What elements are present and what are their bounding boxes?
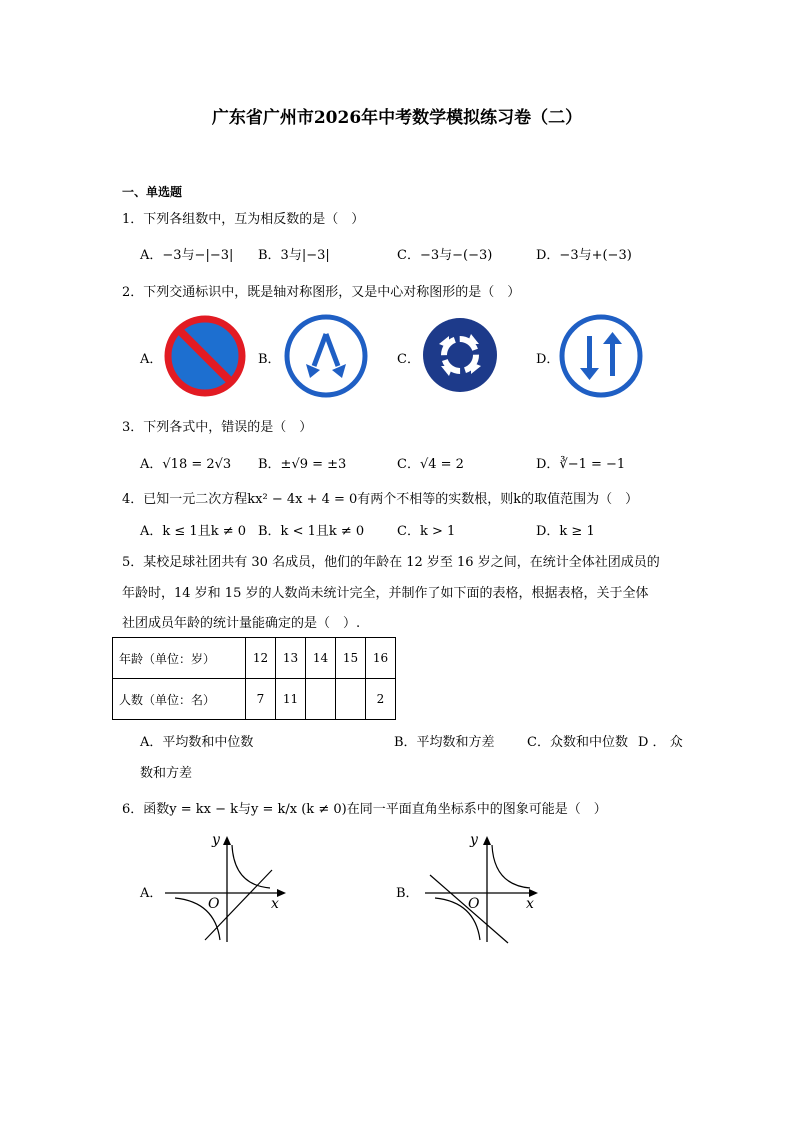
q4-option-c: C．k > 1 — [397, 524, 456, 539]
roundabout-sign-icon — [421, 316, 499, 394]
axis-y-label-a: y — [212, 832, 220, 848]
table-cell: 16 — [366, 638, 396, 679]
age-table — [112, 637, 396, 720]
q6-option-b: B． — [396, 886, 419, 901]
table-cell: 15 — [336, 638, 366, 679]
q5-option-b: B．平均数和方差 — [394, 735, 495, 750]
q2-option-c: C． — [397, 352, 420, 367]
table-cell: 14 — [306, 638, 336, 679]
q5-option-d-continued: 数和方差 — [140, 766, 193, 781]
q5-option-c: C．众数和中位数 — [527, 735, 628, 750]
no-parking-sign-icon — [165, 316, 245, 396]
origin-label-b: O — [468, 896, 480, 912]
axis-x-label-a: x — [271, 896, 279, 912]
graph-b — [420, 830, 550, 945]
q6-option-a: A． — [140, 886, 163, 901]
q5-stem-line-1: 5．某校足球社团共有 30 名成员，他们的年龄在 12 岁至 16 岁之间，在统计全体社团成员的 — [122, 555, 660, 570]
q3-option-d: D．∛−1 = −1 — [536, 457, 626, 472]
q4-option-a: A．k ≤ 1且k ≠ 0 — [140, 524, 246, 539]
table-header-age: 年龄（单位：岁） — [113, 638, 246, 679]
q4-stem: 4．已知一元二次方程kx² − 4x + 4 = 0有两个不相等的实数根，则k的取值范围为（ ） — [122, 492, 639, 507]
q3-option-b: B．±√9 = ±3 — [258, 457, 347, 472]
table-row — [113, 679, 396, 720]
q5-option-a: A．平均数和中位数 — [140, 735, 254, 750]
section-heading: 一、单选题 — [122, 185, 183, 199]
q1-option-d: D．−3与+(−3) — [536, 248, 632, 263]
q1-option-a: A．−3与−|−3| — [140, 248, 234, 263]
table-header-count: 人数（单位：名） — [113, 679, 246, 720]
table-row — [113, 638, 396, 679]
q1-option-c: C．−3与−(−3) — [397, 248, 493, 263]
axis-x-label-b: x — [526, 896, 534, 912]
table-cell: 7 — [246, 679, 276, 720]
q2-option-a: A． — [140, 352, 163, 367]
q2-stem: 2．下列交通标识中，既是轴对称图形，又是中心对称图形的是（ ） — [122, 285, 521, 300]
axis-y-label-b: y — [470, 832, 478, 848]
table-cell: 12 — [246, 638, 276, 679]
graph-a — [160, 830, 290, 945]
q3-stem: 3．下列各式中，错误的是（ ） — [122, 420, 313, 435]
origin-label-a: O — [208, 896, 220, 912]
q4-option-b: B．k < 1且k ≠ 0 — [258, 524, 365, 539]
diverging-arrows-sign-icon — [284, 314, 368, 398]
table-cell — [336, 679, 366, 720]
q2-option-b: B． — [258, 352, 281, 367]
q5-stem-line-3: 社团成员年龄的统计量能确定的是（ ）. — [122, 616, 361, 631]
q1-option-b: B．3与|−3| — [258, 248, 330, 263]
q2-option-d: D． — [536, 352, 560, 367]
table-cell — [306, 679, 336, 720]
q3-option-a: A．√18 = 2√3 — [140, 457, 232, 472]
table-cell: 13 — [276, 638, 306, 679]
q3-option-c: C．√4 = 2 — [397, 457, 464, 472]
two-way-traffic-sign-icon — [559, 314, 643, 398]
table-cell: 11 — [276, 679, 306, 720]
q6-stem: 6．函数y = kx − k与y = k/x (k ≠ 0)在同一平面直角坐标系中的图象可能是（ ） — [122, 802, 607, 817]
q1-stem: 1．下列各组数中，互为相反数的是（ ） — [122, 212, 365, 227]
table-cell: 2 — [366, 679, 396, 720]
page-title: 广东省广州市2026年中考数学模拟练习卷（二） — [211, 108, 583, 128]
q4-option-d: D．k ≥ 1 — [536, 524, 595, 539]
q5-option-d: D ． 众 — [638, 735, 683, 750]
q5-stem-line-2: 年龄时，14 岁和 15 岁的人数尚未统计完全，并制作了如下面的表格，根据表格，关于全体 — [122, 586, 649, 601]
